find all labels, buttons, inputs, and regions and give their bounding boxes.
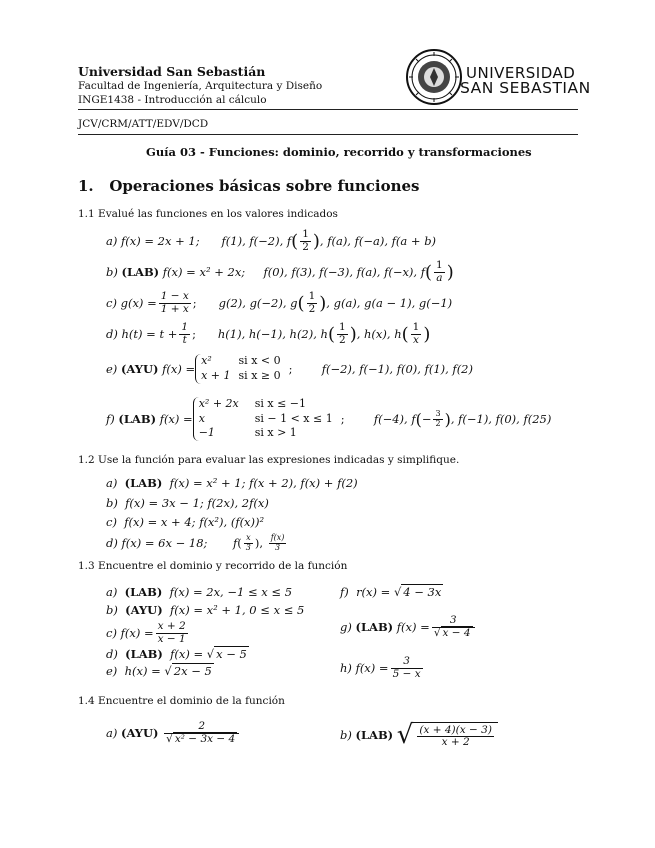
lab-tag: (LAB) xyxy=(355,620,394,634)
piecewise-cases xyxy=(195,354,289,384)
item-label: a) xyxy=(106,726,118,740)
frac-num: 1 xyxy=(339,321,346,334)
function-lhs: f(x) = xyxy=(162,362,196,376)
frac-den: x xyxy=(413,333,419,346)
university-seal xyxy=(405,48,463,106)
ayu-tag: (AYU) xyxy=(125,603,163,617)
course-text: INGE1438 - Introducción al cálculo xyxy=(78,94,267,106)
s13-item-g: g) (LAB) f(x) = $\frac{3}{√ x - 4}$ xyxy=(340,612,477,642)
values-rest: , f(−1), f(0), f(25) xyxy=(450,412,552,426)
values: g(2), g(−2), g xyxy=(218,296,298,310)
case-cond: si x < 0 xyxy=(238,354,281,368)
lab-tag: (LAB) xyxy=(124,476,163,490)
function-lhs: f(x) = xyxy=(120,626,154,640)
frac-den: 2 xyxy=(302,240,309,253)
course-name xyxy=(78,94,267,106)
frac-den: x − 1 xyxy=(157,632,186,645)
function-lhs: h(x) = xyxy=(124,664,161,678)
item-label: c) xyxy=(106,296,117,310)
s11-item-e: e) (AYU) f(x) = x² si x < 0 x + 1 si x ≥ 0 ; f(−2), f(−1), f(0), f(1), f(2) xyxy=(106,354,473,382)
frac-num: x + 2 xyxy=(157,620,186,633)
values-rest: , g(a), g(a − 1), g(−1) xyxy=(326,296,453,310)
lab-tag: (LAB) xyxy=(118,412,157,426)
item-text: f(x) = 3x − 1; f(2x), 2f(x) xyxy=(125,496,269,510)
s11-item-f: f) (LAB) f(x) = x² + 2x si x ≤ −1 x si − 1 < x ≤ 1 −1 si x > 1 ; f(−4), f ( − $\frac{3}{2}$ ) , f(−1), f(0), f(25) xyxy=(106,396,552,440)
case-cond: si x ≥ 0 xyxy=(238,369,281,382)
s12-heading: 1.2 Use la función para evaluar las expresiones indicadas y simplifique. xyxy=(78,454,460,466)
item-label: c) xyxy=(106,626,117,640)
item-label: b) xyxy=(106,603,118,617)
frac-num: 1 xyxy=(181,321,189,334)
frac-den: 5 − x xyxy=(392,667,421,680)
lab-tag: (LAB) xyxy=(125,647,163,661)
frac-den: x + 2 xyxy=(441,736,470,748)
frac-num: 1 − x xyxy=(160,290,189,303)
function-lhs: f(x) = xyxy=(170,647,204,661)
s13-item-f: f) r(x) = √ 4 − 3x xyxy=(340,585,442,599)
case-expr: −1 xyxy=(198,426,215,440)
logo-line1: UNIVERSIDAD xyxy=(466,64,576,82)
case-expr: x² + 2x xyxy=(198,396,239,410)
item-text: f(x) = x² + 1; f(x + 2), f(x) + f(2) xyxy=(169,476,358,490)
frac-den: 2 xyxy=(435,418,441,428)
authors-rule xyxy=(78,134,578,135)
radicand: x − 5 xyxy=(216,647,247,661)
item-label: d) xyxy=(106,647,118,661)
s11-item-c: c) g(x) = $\frac{1 - x}{1 + x}$ ; g(2), g(−2), g ( $\frac{1}{2}$ ) , g(a), g(a − 1), g(−1) xyxy=(106,290,453,315)
values: f(−4), f xyxy=(373,412,416,426)
s13-item-b xyxy=(106,603,304,617)
item-text: f(x) = 6x − 18; f xyxy=(121,536,238,550)
function-def: f(x) = x² + 2x; xyxy=(162,265,246,279)
lab-tag: (LAB) xyxy=(121,265,160,279)
item-label: e) xyxy=(106,362,118,376)
s11-item-b: b) (LAB) f(x) = x² + 2x; f(0), f(3), f(−3), f(a), f(−x), f ( $\frac{1}{a}$ ) xyxy=(106,259,454,284)
s14-item-b: b) (LAB) √ $\frac{(x + 4)(x - 3)}{x + 2}$ xyxy=(340,716,498,754)
s14-heading: 1.4 Encuentre el dominio de la función xyxy=(78,695,285,707)
frac-num: 2 xyxy=(164,721,239,733)
frac-den: 2 xyxy=(308,302,316,315)
frac-num: 3 xyxy=(391,656,423,668)
s12-item-d: d) f(x) = 6x − 18; f ( $\frac{x}{3}$ ) , $\frac{f(x)}{3}$ xyxy=(106,533,285,552)
case-expr: x xyxy=(198,411,205,425)
faculty-name: Facultad de Ingeniería, Arquitectura y Diseño xyxy=(78,80,323,92)
guide-title: Guía 03 - Funciones: dominio, recorrido y transformaciones xyxy=(146,145,532,159)
frac-den: a xyxy=(436,271,443,284)
item-label: a) xyxy=(106,234,118,248)
function-def: f(x) = 2x + 1; xyxy=(121,234,200,248)
logo-line2: SAN SEBASTIAN xyxy=(460,79,591,97)
section-number: 1. xyxy=(78,177,94,195)
item-label: f) xyxy=(106,412,115,426)
university-name: Universidad San Sebastián xyxy=(78,64,266,79)
item-label: d) xyxy=(106,327,118,341)
s13-heading: 1.3 Encuentre el dominio y recorrido de la función xyxy=(78,560,348,572)
s11-item-d: d) h(t) = t + $\frac{1}{t}$ ; h(1), h(−1), h(2), h ( $\frac{1}{2}$ ) , h(x), h ( $\frac{1}{x}$ ) xyxy=(106,321,431,346)
item-label: f) xyxy=(340,585,349,599)
section-title: Operaciones básicas sobre funciones xyxy=(109,177,420,195)
values-rest: , f(a), f(−a), f(a + b) xyxy=(319,234,437,248)
function-lhs: f(x) = xyxy=(159,412,193,426)
item-label: a) xyxy=(106,585,118,599)
frac-num: 1 xyxy=(302,228,309,241)
frac-den: 3 xyxy=(245,542,251,552)
case-cond: si x ≤ −1 xyxy=(254,396,306,410)
item-text: f(x) = x² + 1, 0 ≤ x ≤ 5 xyxy=(169,603,305,617)
radicand: 4 − 3x xyxy=(403,585,442,599)
s13-item-c xyxy=(106,619,190,647)
function-lhs: g(x) = xyxy=(120,296,157,310)
s11-item-a: a) f(x) = 2x + 1; f(1), f(−2), f ( $\frac{1}{2}$ ) , f(a), f(−a), f(a + b) xyxy=(106,228,437,253)
header-rule xyxy=(78,109,578,110)
item-label: a) xyxy=(106,476,118,490)
item-text: f(x) = x + 4; f(x²), (f(x))² xyxy=(124,515,265,529)
frac-den: t xyxy=(182,333,187,346)
values-rest: , h(x), h xyxy=(356,327,402,341)
s14-item-a: a) (AYU) $\frac{2}{\text{√ x² − 3x − 4}}$ xyxy=(106,716,241,750)
frac-num: f(x) xyxy=(270,533,285,543)
case-cond: si − 1 < x ≤ 1 xyxy=(254,411,333,425)
frac-num: (x + 4)(x − 3) xyxy=(419,723,492,736)
lab-tag: (LAB) xyxy=(124,585,163,599)
item-label: b) xyxy=(106,496,118,510)
section-heading xyxy=(78,177,420,195)
ayu-tag: (AYU) xyxy=(121,726,159,740)
authors: JCV/CRM/ATT/EDV/DCD xyxy=(78,118,209,130)
s12-item-a xyxy=(106,476,358,490)
values: h(1), h(−1), h(2), h xyxy=(217,327,328,341)
frac-den: 3 xyxy=(275,542,281,552)
ayu-tag: (AYU) xyxy=(120,362,159,376)
function-lhs: r(x) = xyxy=(356,585,391,599)
item-label: b) xyxy=(106,265,118,279)
values: f(0), f(3), f(−3), f(a), f(−x), f xyxy=(263,265,425,279)
s13-item-h xyxy=(340,653,425,683)
values: f(1), f(−2), f xyxy=(221,234,292,248)
radicand: x − 4 xyxy=(442,626,471,639)
radicand: x² − 3x − 4 xyxy=(174,732,236,745)
s13-item-a xyxy=(106,585,292,599)
function-lhs: f(x) = xyxy=(396,620,430,634)
case-expr: x² xyxy=(201,354,212,368)
frac-den: 1 + x xyxy=(160,302,189,315)
s12-item-c xyxy=(106,515,264,529)
case-expr: x + 1 xyxy=(201,369,231,382)
seal-icon xyxy=(405,48,463,106)
frac-num: 1 xyxy=(308,290,316,303)
lab-tag: (LAB) xyxy=(355,728,394,742)
frac-den: 2 xyxy=(339,333,346,346)
frac-num: 1 xyxy=(436,259,443,272)
case-cond: si x > 1 xyxy=(254,426,297,440)
values: f(−2), f(−1), f(0), f(1), f(2) xyxy=(321,362,473,376)
frac-num: 3 xyxy=(435,409,441,419)
item-label: g) xyxy=(340,620,352,634)
item-label: e) xyxy=(106,664,118,678)
item-text: f(x) = 2x, −1 ≤ x ≤ 5 xyxy=(169,585,293,599)
function-lhs: f(x) = xyxy=(355,661,389,675)
piecewise-cases xyxy=(193,397,341,442)
s13-item-d: d) (LAB) f(x) = √ x − 5 xyxy=(106,647,247,661)
frac-num: 3 xyxy=(432,615,475,627)
frac-num: 1 xyxy=(412,321,420,334)
function-lhs: h(t) = t + xyxy=(121,327,178,341)
radicand: 2x − 5 xyxy=(173,664,212,678)
item-label: b) xyxy=(340,728,352,742)
s11-heading: 1.1 Evalué las funciones en los valores indicados xyxy=(78,208,338,220)
item-label: d) xyxy=(106,536,118,550)
item-label: h) xyxy=(340,661,352,675)
frac-num: x xyxy=(244,534,253,543)
s12-item-b xyxy=(106,496,269,510)
s13-item-e: e) h(x) = √ 2x − 5 xyxy=(106,664,212,678)
item-label: c) xyxy=(106,515,117,529)
